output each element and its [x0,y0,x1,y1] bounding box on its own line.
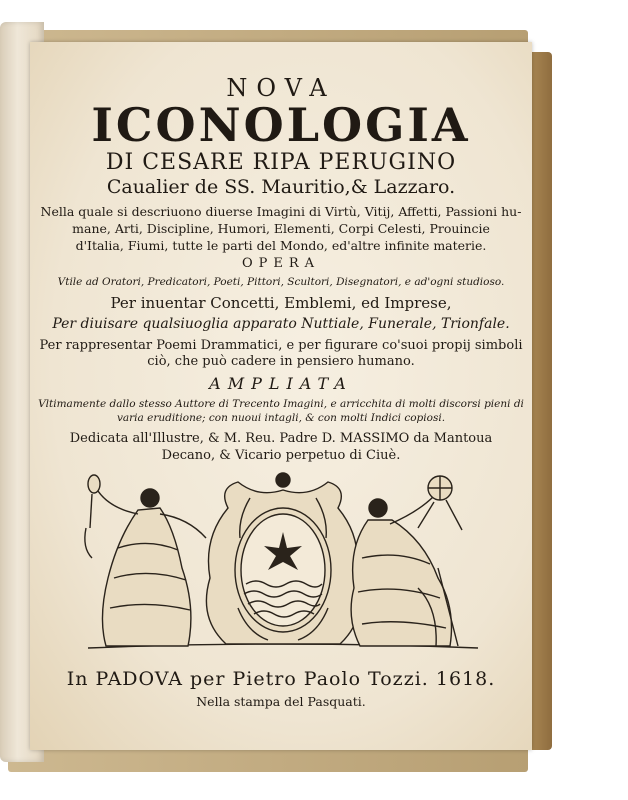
printer-line: Nella stampa del Pasquati. [196,694,366,709]
left-allegorical-figure [85,475,206,646]
author-line: DI CESARE RIPA PERUGINO [105,150,457,175]
purpose-line: Per inuentar Concetti, Emblemi, ed Imprese, [110,294,452,312]
ultimamente-line: Vltimamente dallo stesso Auttore di Trecento Imagini, e arricchita di molti discorsi pieni di [38,398,524,410]
dedication-line: Decano, & Vicario perpetuo di Ciuè. [161,448,401,463]
opera-heading: OPERA [241,256,321,271]
title-page [30,42,532,750]
printers-device-engraving [78,468,488,658]
description-line: d'Italia, Fiumi, tutte le parti del Mondo, ed'altre infinite materie. [75,238,487,253]
description-line: Nella quale si descriuono diuerse Imagini di Virtù, Vitij, Affetti, Passioni hu- [40,204,522,219]
purpose-line: Per rappresentar Poemi Drammatici, e per figurare co'suoi propij simboli [39,338,523,353]
author-title-line: Caualier de SS. Mauritio,& Lazzaro. [106,176,456,198]
title-iconologia: ICONOLOGIA [91,98,471,152]
utile-line: Vtile ad Oratori, Predicatori, Poeti, Pittori, Scultori, Disegnatori, e ad'ogni studioso. [57,276,505,288]
description-line: mane, Arti, Discipline, Humori, Elementi, Corpi Celesti, Prouincie [72,221,490,236]
dedication-line: Dedicata all'Illustre, & M. Reu. Padre D. MASSIMO da Mantoua [69,431,493,446]
title-nova: NOVA [226,74,336,102]
purpose-line: ciò, che può cadere in pensiero humano. [147,354,415,369]
ultimamente-line: varia eruditione; con nuoui intagli, & con molti Indici copiosi. [116,412,446,424]
ampliata-heading: AMPLIATA [209,374,353,393]
purpose-line: Per diuisare qualsiuoglia apparato Nuttiale, Funerale, Trionfale. [52,316,510,332]
right-allegorical-figure [351,476,462,646]
imprint-line: In PADOVA per Pietro Paolo Tozzi. 1618. [66,668,496,690]
